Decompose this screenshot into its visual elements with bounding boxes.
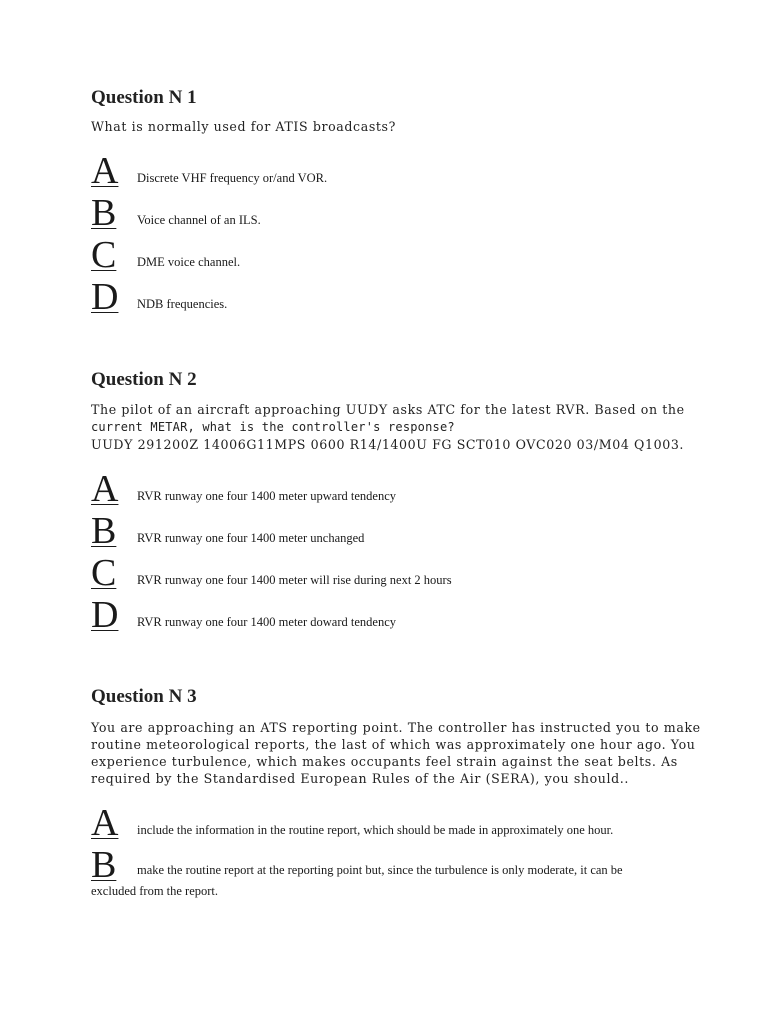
option-text: NDB frequencies. <box>137 297 228 311</box>
option-text: DME voice channel. <box>137 255 241 269</box>
question-text-line: routine meteorological reports, the last of which was approximately one hour ago. You <box>91 737 696 752</box>
option-letter: A <box>91 802 119 844</box>
option-text: RVR runway one four 1400 meter upward tendency <box>137 489 396 503</box>
option-letter: D <box>91 276 119 318</box>
option-text: include the information in the routine report, which should be made in approximately one hour. <box>137 823 614 837</box>
option-1c[interactable] <box>91 236 691 278</box>
option-text: make the routine report at the reporting point but, since the turbulence is only moderate, it can be excluded from the report. <box>91 863 623 898</box>
question-title-prefix: Question N <box>91 369 183 390</box>
question-text-line: experience turbulence, which makes occupants feel strain against the seat belts. As <box>91 754 678 769</box>
question-title-prefix: Question N <box>91 686 183 707</box>
question-2 <box>91 369 691 453</box>
option-letter: D <box>91 594 119 636</box>
question-text-line <box>91 418 691 436</box>
question-text-line: What is normally used for ATIS broadcasts? <box>91 119 396 134</box>
question-title-prefix: Question N <box>91 87 183 108</box>
option-letter: B <box>91 510 117 552</box>
question-text-mono: current METAR, what is the controller's response? <box>91 420 455 434</box>
option-2b[interactable] <box>91 512 691 554</box>
question-number: 3 <box>187 686 197 707</box>
option-letter: B <box>91 192 117 234</box>
option-text: RVR runway one four 1400 meter unchanged <box>137 531 365 545</box>
option-2d[interactable] <box>91 596 691 638</box>
option-text: RVR runway one four 1400 meter doward tendency <box>137 615 396 629</box>
question-3 <box>91 686 701 787</box>
option-3b[interactable] <box>91 846 691 906</box>
option-1d[interactable] <box>91 278 691 320</box>
option-letter: A <box>91 468 119 510</box>
question-number: 2 <box>187 369 197 390</box>
option-1b[interactable] <box>91 194 691 236</box>
question-text-line: UUDY 291200Z 14006G11MPS 0600 R14/1400U FG SCT010 OVC020 03/M04 Q1003. <box>91 437 685 452</box>
option-2a[interactable] <box>91 470 691 512</box>
question-title <box>91 686 691 708</box>
question-number: 1 <box>187 87 197 108</box>
option-text: Discrete VHF frequency or/and VOR. <box>137 171 328 185</box>
option-2c[interactable] <box>91 554 691 596</box>
option-letter: C <box>91 234 117 276</box>
option-text: RVR runway one four 1400 meter will rise during next 2 hours <box>137 573 452 587</box>
question-text-line: You are approaching an ATS reporting point. The controller has instructed you to make <box>91 720 701 735</box>
option-letter: C <box>91 552 117 594</box>
option-text: Voice channel of an ILS. <box>137 213 261 227</box>
question-1 <box>91 87 691 135</box>
option-1a[interactable] <box>91 152 691 194</box>
question-text-line: required by the Standardised European Rules of the Air (SERA), you should.. <box>91 771 629 786</box>
question-title <box>91 369 691 391</box>
option-letter: B <box>91 844 117 886</box>
option-3a[interactable] <box>91 804 691 846</box>
question-text-line: The pilot of an aircraft approaching UUDY asks ATC for the latest RVR. Based on the <box>91 402 685 417</box>
question-title <box>91 87 691 109</box>
option-letter: A <box>91 150 119 192</box>
